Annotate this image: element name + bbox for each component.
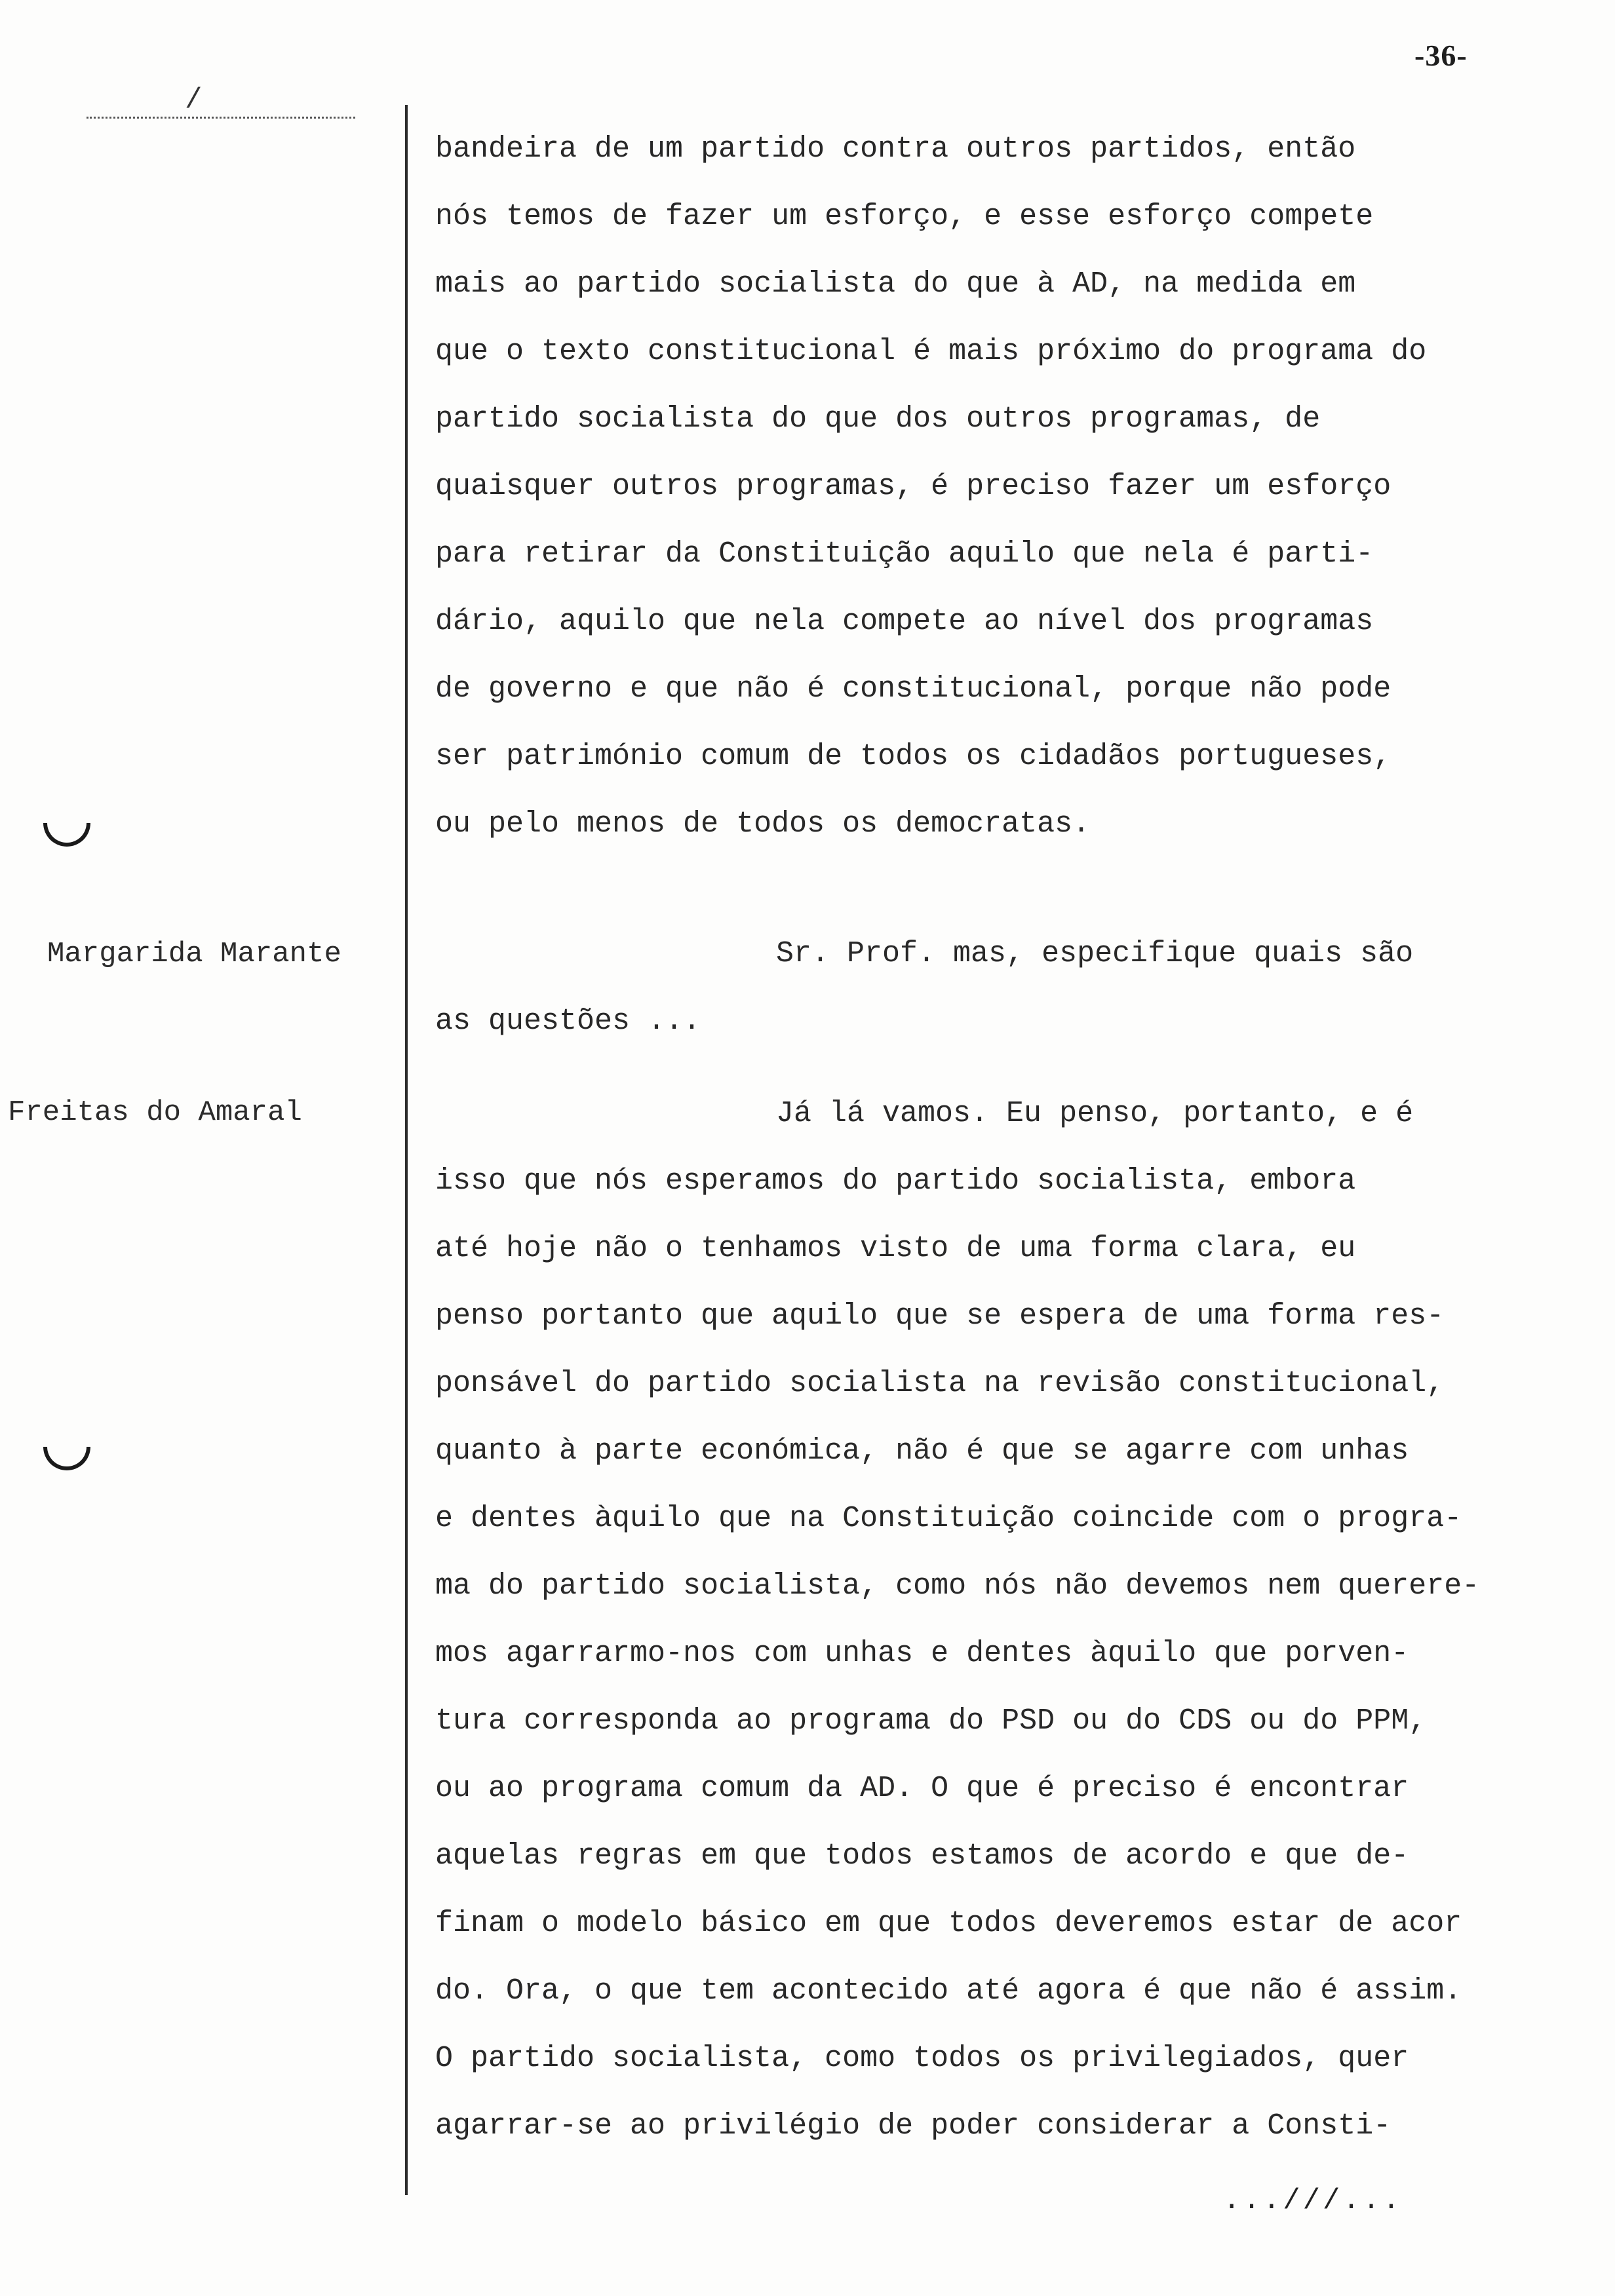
margin-check-mark — [43, 1447, 90, 1470]
text-line: para retirar da Constituição aquilo que nela é parti- — [435, 537, 1374, 571]
speaker-name: Freitas do Amaral — [8, 1096, 302, 1129]
text-line: Já lá vamos. Eu penso, portanto, e é — [776, 1097, 1414, 1130]
margin-rule — [405, 105, 408, 2195]
text-line: quaisquer outros programas, é preciso fazer um esforço — [435, 470, 1391, 503]
text-line: Sr. Prof. mas, especifique quais são — [776, 937, 1414, 970]
text-line: penso portanto que aquilo que se espera de uma forma res- — [435, 1299, 1445, 1333]
text-line: até hoje não o tenhamos visto de uma forma clara, eu — [435, 1232, 1356, 1265]
continuation-mark: ...///... — [1223, 2185, 1403, 2217]
text-line: mais ao partido socialista do que à AD, na medida em — [435, 267, 1356, 301]
text-line: ser património comum de todos os cidadãos portugueses, — [435, 740, 1391, 773]
text-line: partido socialista do que dos outros programas, de — [435, 402, 1321, 436]
text-line: isso que nós esperamos do partido socialista, embora — [435, 1164, 1356, 1198]
paragraph-margarida — [435, 920, 1595, 1055]
text-line: finam o modelo básico em que todos deveremos estar de acor — [435, 1907, 1462, 1940]
text-line: e dentes àquilo que na Constituição coincide com o progra- — [435, 1502, 1462, 1535]
text-line: ma do partido socialista, como nós não devemos nem querere- — [435, 1569, 1480, 1603]
paragraph-continuation — [435, 115, 1595, 858]
text-line: ponsável do partido socialista na revisão constitucional, — [435, 1367, 1445, 1400]
text-line: aquelas regras em que todos estamos de acordo e que de- — [435, 1839, 1409, 1873]
text-line: de governo e que não é constitucional, porque não pode — [435, 672, 1391, 706]
text-line: O partido socialista, como todos os privilegiados, quer — [435, 2042, 1409, 2075]
text-line: ou pelo menos de todos os democratas. — [435, 807, 1091, 841]
text-line: agarrar-se ao privilégio de poder considerar a Consti- — [435, 2109, 1391, 2143]
speaker-name: Margarida Marante — [47, 938, 341, 970]
text-line: ou ao programa comum da AD. O que é preciso é encontrar — [435, 1772, 1409, 1805]
text-line: dário, aquilo que nela compete ao nível dos programas — [435, 605, 1374, 638]
text-line: nós temos de fazer um esforço, e esse esforço compete — [435, 200, 1374, 233]
text-line: que o texto constitucional é mais próximo do programa do — [435, 335, 1427, 368]
top-dotted-line — [87, 97, 355, 119]
paragraph-freitas — [435, 1080, 1595, 2160]
text-line: mos agarrarmo-nos com unhas e dentes àquilo que porven- — [435, 1637, 1409, 1670]
text-line: do. Ora, o que tem acontecido até agora é que não é assim. — [435, 1974, 1462, 2008]
page-number: -36- — [1414, 39, 1468, 72]
text-line: tura corresponda ao programa do PSD ou do CDS ou do PPM, — [435, 1704, 1427, 1738]
text-line: bandeira de um partido contra outros partidos, então — [435, 132, 1356, 166]
margin-check-mark — [43, 823, 90, 847]
text-line: quanto à parte económica, não é que se agarre com unhas — [435, 1434, 1409, 1468]
text-line: as questões ... — [435, 1004, 701, 1038]
top-slash-mark: / — [185, 84, 203, 117]
